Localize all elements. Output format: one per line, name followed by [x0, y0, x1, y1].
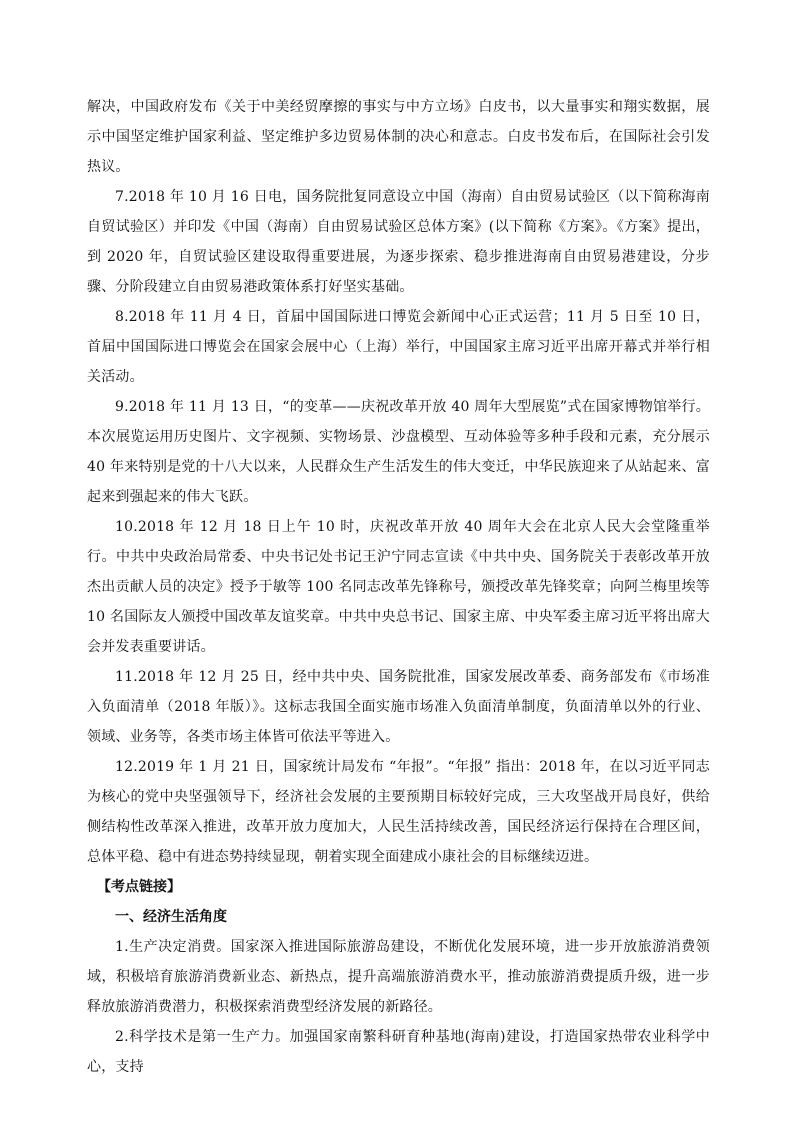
- point-item-1: 1.生产决定消费。国家深入推进国际旅游岛建设，不断优化发展环境，进一步开放旅游消费领域，积极培育旅游消费新业态、新热点，提升高端旅游消费水平，推动旅游消费提质升级，进一步释放旅游消费潜力，积极探索消费型经济发展的新路径。: [87, 939, 710, 1015]
- paragraph-item-8: 8.2018 年 11 月 4 日，首届中国国际进口博览会新闻中心正式运营；11 月 5 日至 10 日，首届中国国际进口博览会在国家会展中心（上海）举行，中国国家主席习近平出席开幕式并举行相关活动。: [87, 309, 710, 385]
- paragraph-item-10: 10.2018 年 12 月 18 日上午 10 时，庆祝改革开放 40 周年大会在北京人民大会堂隆重举行。中共中央政治局常委、中央书记处书记王沪宁同志宣读《中共中央、国务院关于表彰改革开放杰出贡献人员的决定》授予于敏等 100 名同志改革先锋称号，颁授改革先锋奖章；向阿兰梅里埃等 10 名国际友人颁授中国改革友谊奖章。中共中央总书记、国家主席、中央军委主席习近平将出席大会并发表重要讲话。: [87, 519, 710, 655]
- section-label: 【考点链接】: [97, 879, 181, 895]
- paragraph-item-9: 9.2018 年 11 月 13 日，“的变革——庆祝改革开放 40 周年大型展览”式在国家博物馆举行。本次展览运用历史图片、文字视频、实物场景、沙盘模型、互动体验等多种手段和元素，充分展示 40 年来特别是党的十八大以来，人民群众生产生活发生的伟大变迁，中华民族迎来了从站起来、富起来到强起来的伟大飞跃。: [87, 399, 710, 505]
- section-heading: 一、经济生活角度: [115, 909, 227, 925]
- point-item-2: 2.科学技术是第一生产力。加强国家南繁科研育种基地(海南)建设，打造国家热带农业科学中心，支持: [87, 1029, 710, 1075]
- paragraph-item-7: 7.2018 年 10 月 16 日电，国务院批复同意设立中国（海南）自由贸易试验区（以下简称海南自贸试验区）并印发《中国（海南）自由贸易试验区总体方案》(以下简称《方案》。《方案》提出，到 2020 年，自贸试验区建设取得重要进展，为逐步探索、稳步推进海南自由贸易港建设，分步骤、分阶段建立自由贸易港政策体系打好坚实基础。: [87, 189, 710, 295]
- paragraph-item-12: 12.2019 年 1 月 21 日，国家统计局发布 “年报”。“年报” 指出：2018 年，在以习近平同志为核心的党中央坚强领导下，经济社会发展的主要预期目标较好完成，三大攻坚战开局良好，供给侧结构性改革深入推进，改革开放力度加大，人民生活持续改善，国民经济运行保持在合理区间，总体平稳、稳中有进态势持续显现，朝着实现全面建成小康社会的目标继续迈进。: [87, 759, 710, 865]
- document-page: [87, 92, 710, 1082]
- paragraph-item-11: 11.2018 年 12 月 25 日，经中共中央、国务院批准，国家发展改革委、商务部发布《市场准入负面清单（2018 年版）》。这标志我国全面实施市场准入负面清单制度，负面清单以外的行业、领域、业务等，各类市场主体皆可依法平等进入。: [87, 669, 710, 745]
- paragraph-continuation: 解决，中国政府发布《关于中美经贸摩擦的事实与中方立场》白皮书，以大量事实和翔实数据，展示中国坚定维护国家利益、坚定维护多边贸易体制的决心和意志。白皮书发布后，在国际社会引发热议。: [87, 99, 710, 175]
